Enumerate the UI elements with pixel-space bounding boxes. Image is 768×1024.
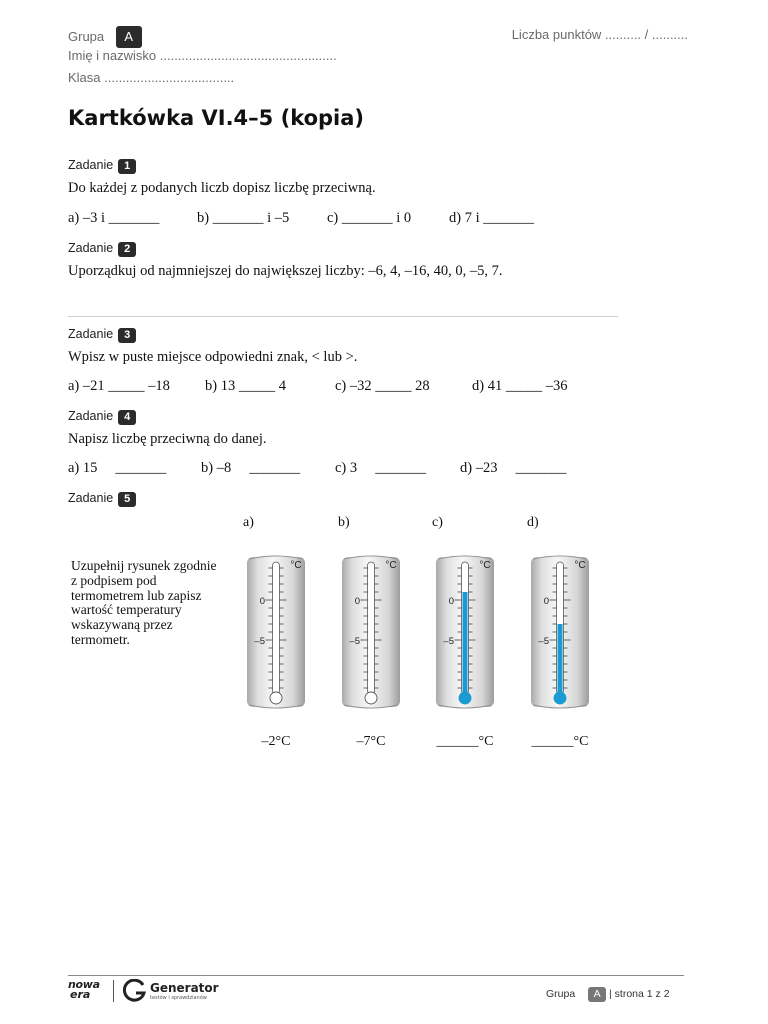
name-field: Imię i nazwisko ................................................. <box>68 48 337 63</box>
task-1-header <box>68 158 136 174</box>
task-number-badge: 1 <box>118 159 136 174</box>
task-1-text: Do każdej z podanych liczb dopisz liczbę przeciwną. <box>68 180 376 196</box>
thermometer-letter: b) <box>338 515 350 530</box>
task-1-item-a: a) –3 i _______ <box>68 210 160 226</box>
scale-unit-label: °C <box>385 560 397 571</box>
scale-minus-five-label: –5 <box>254 636 265 647</box>
thermometer-letter: d) <box>527 515 539 530</box>
task-label: Zadanie <box>68 491 114 505</box>
thermometer-caption: –2°C <box>261 734 291 749</box>
task-4-item-c: c) 3 _______ <box>335 460 427 476</box>
footer-group-badge: A <box>588 987 606 1002</box>
task-5-text-line: Uzupełnij rysunek zgodnie <box>71 558 217 573</box>
group-label: Grupa <box>68 29 105 44</box>
page-title: Kartkówka VI.4–5 (kopia) <box>68 106 365 130</box>
task-1-item-d: d) 7 i _______ <box>449 210 534 226</box>
scale-minus-five-label: –5 <box>443 636 454 647</box>
task-3-header <box>68 327 136 343</box>
task-number-badge: 3 <box>118 328 136 343</box>
brand-bottom: era <box>70 988 91 1001</box>
generator-title: Generator <box>150 981 219 995</box>
task-2-text: Uporządkuj od najmniejszej do największej liczby: –6, 4, –16, 40, 0, –5, 7. <box>68 263 503 279</box>
task-label: Zadanie <box>68 158 114 172</box>
task-number-badge: 5 <box>118 492 136 507</box>
thermometer <box>342 555 400 715</box>
task-4-item-a: a) 15 _______ <box>68 460 167 476</box>
task-3-item-a: a) –21 _____ –18 <box>68 378 170 394</box>
thermometer-icon <box>531 555 589 710</box>
task-3-text: Wpisz w puste miejsce odpowiedni znak, < lub >. <box>68 349 358 365</box>
scale-unit-label: °C <box>479 560 491 571</box>
task-3-item-b: b) 13 _____ 4 <box>205 378 286 394</box>
task-5-text-line: termometrem lub zapisz <box>71 587 202 603</box>
task-5-text-line: termometr. <box>71 631 130 647</box>
task-3-item-c: c) –32 _____ 28 <box>335 378 430 394</box>
scale-unit-label: °C <box>574 560 586 571</box>
logo-separator <box>113 980 114 1002</box>
task-4-text: Napisz liczbę przeciwną do danej. <box>68 431 267 447</box>
answer-line <box>68 316 618 317</box>
thermometer-icon <box>436 555 494 710</box>
thermometer-icon <box>247 555 305 710</box>
thermometer-icon <box>342 555 400 710</box>
footer-page-info <box>546 987 670 1002</box>
footer-group-label: Grupa <box>546 988 576 1000</box>
task-5-text-line: wskazywaną przez <box>71 617 173 633</box>
thermometer-caption: –7°C <box>356 734 386 749</box>
task-5-text-line: z podpisem pod <box>71 572 157 588</box>
task-4-item-d: d) –23 _______ <box>460 460 567 476</box>
task-number-badge: 2 <box>118 242 136 257</box>
task-5-text <box>71 559 216 648</box>
task-5-header <box>68 491 136 507</box>
scale-zero-label: 0 <box>448 596 454 607</box>
task-label: Zadanie <box>68 327 114 341</box>
task-label: Zadanie <box>68 409 114 423</box>
group-badge: A <box>116 26 142 48</box>
generator-g-icon <box>123 979 147 1003</box>
scale-minus-five-label: –5 <box>538 636 549 647</box>
scale-zero-label: 0 <box>259 596 265 607</box>
scale-zero-label: 0 <box>354 596 360 607</box>
scale-minus-five-label: –5 <box>349 636 360 647</box>
nowa-era-logo <box>68 980 108 1008</box>
task-2-header <box>68 241 136 257</box>
task-1-item-b: b) _______ i –5 <box>197 210 290 226</box>
task-3-item-d: d) 41 _____ –36 <box>472 378 568 394</box>
task-number-badge: 4 <box>118 410 136 425</box>
thermometer-caption: ______°C <box>531 734 589 749</box>
points-field: Liczba punktów .......... / .......... <box>511 27 688 42</box>
task-4-item-b: b) –8 _______ <box>201 460 301 476</box>
group-field <box>68 26 142 48</box>
scale-unit-label: °C <box>290 560 302 571</box>
thermometer <box>247 555 305 715</box>
scale-zero-label: 0 <box>543 596 549 607</box>
thermometer-letter: c) <box>432 515 443 530</box>
brand-top: nowa <box>68 978 100 991</box>
task-1-item-c: c) _______ i 0 <box>327 210 412 226</box>
footer-divider <box>68 975 684 976</box>
thermometer-letter: a) <box>243 515 254 530</box>
task-4-header <box>68 409 136 425</box>
footer-page-number: | strona 1 z 2 <box>609 988 670 1000</box>
task-label: Zadanie <box>68 241 114 255</box>
thermometer-caption: ______°C <box>436 734 494 749</box>
task-5-text-line: wartość temperatury <box>71 602 182 618</box>
thermometer <box>436 555 494 715</box>
generator-subtitle: testów i sprawdzianów <box>150 995 207 1001</box>
class-field: Klasa .................................... <box>68 70 235 85</box>
thermometer <box>531 555 589 715</box>
